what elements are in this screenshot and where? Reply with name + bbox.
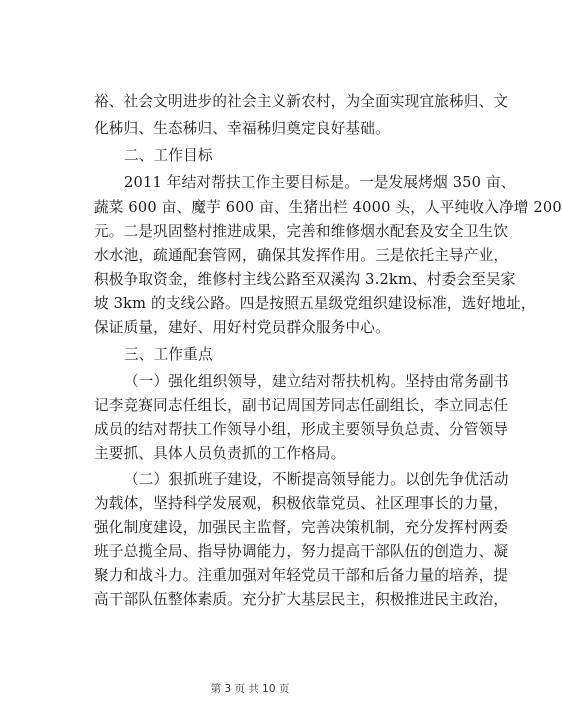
section-heading: 二、工作目标: [124, 147, 213, 164]
text-line: 聚力和战斗力。注重加强对年轻党员干部和后备力量的培养，提: [94, 567, 509, 584]
text-line: 保证质量，建好、用好村党员群众服务中心。: [94, 319, 390, 336]
text-line: 蔬菜 600 亩、魔芋 600 亩、生猪出栏 4000 头，人平纯收入净增 200: [94, 199, 562, 216]
text-line: 2011 年结对帮扶工作主要目标是。一是发展烤烟 350 亩、: [124, 174, 516, 191]
text-line: 元。二是巩固整村推进成果，完善和维修烟水配套及安全卫生饮: [94, 223, 509, 240]
text-line: 水水池，疏通配套管网，确保其发挥作用。三是依托主导产业，: [94, 247, 509, 264]
text-line: 坡 3km 的支线公路。四是按照五星级党组织建设标准，选好地址，: [94, 295, 536, 312]
text-line: 高干部队伍整体素质。充分扩大基层民主，积极推进民主政治，: [94, 591, 509, 608]
text-line: 班子总揽全局、指导协调能力，努力提高干部队伍的创造力、凝: [94, 543, 509, 560]
text-line: 强化制度建设，加强民主监督，完善决策机制，充分发挥村两委: [94, 519, 509, 536]
page-footer: 第 3 页 共 10 页: [210, 683, 290, 695]
text-line: 积极争取资金，维修村主线公路至双溪沟 3.2km、村委会至吴家: [94, 271, 516, 288]
section-heading: 三、工作重点: [124, 346, 213, 363]
text-line: （二）狠抓班子建设，不断提高领导能力。以创先争优活动: [124, 471, 509, 488]
text-line: 为载体，坚持科学发展观，积极依靠党员、社区理事长的力量，: [94, 495, 509, 512]
text-line: 主要抓、具体人员负责抓的工作格局。: [94, 445, 346, 462]
text-line: 成员的结对帮扶工作领导小组，形成主要领导负总责、分管领导: [94, 421, 509, 438]
text-line: 记李竞赛同志任组长，副书记周国芳同志任副组长，李立同志任: [94, 397, 509, 414]
text-line: 裕、社会文明进步的社会主义新农村，为全面实现宜旅秭归、文: [94, 93, 509, 110]
text-line: 化秭归、生态秭归、幸福秭归奠定良好基础。: [94, 120, 390, 137]
text-line: （一）强化组织领导，建立结对帮扶机构。坚持由常务副书: [124, 373, 509, 390]
